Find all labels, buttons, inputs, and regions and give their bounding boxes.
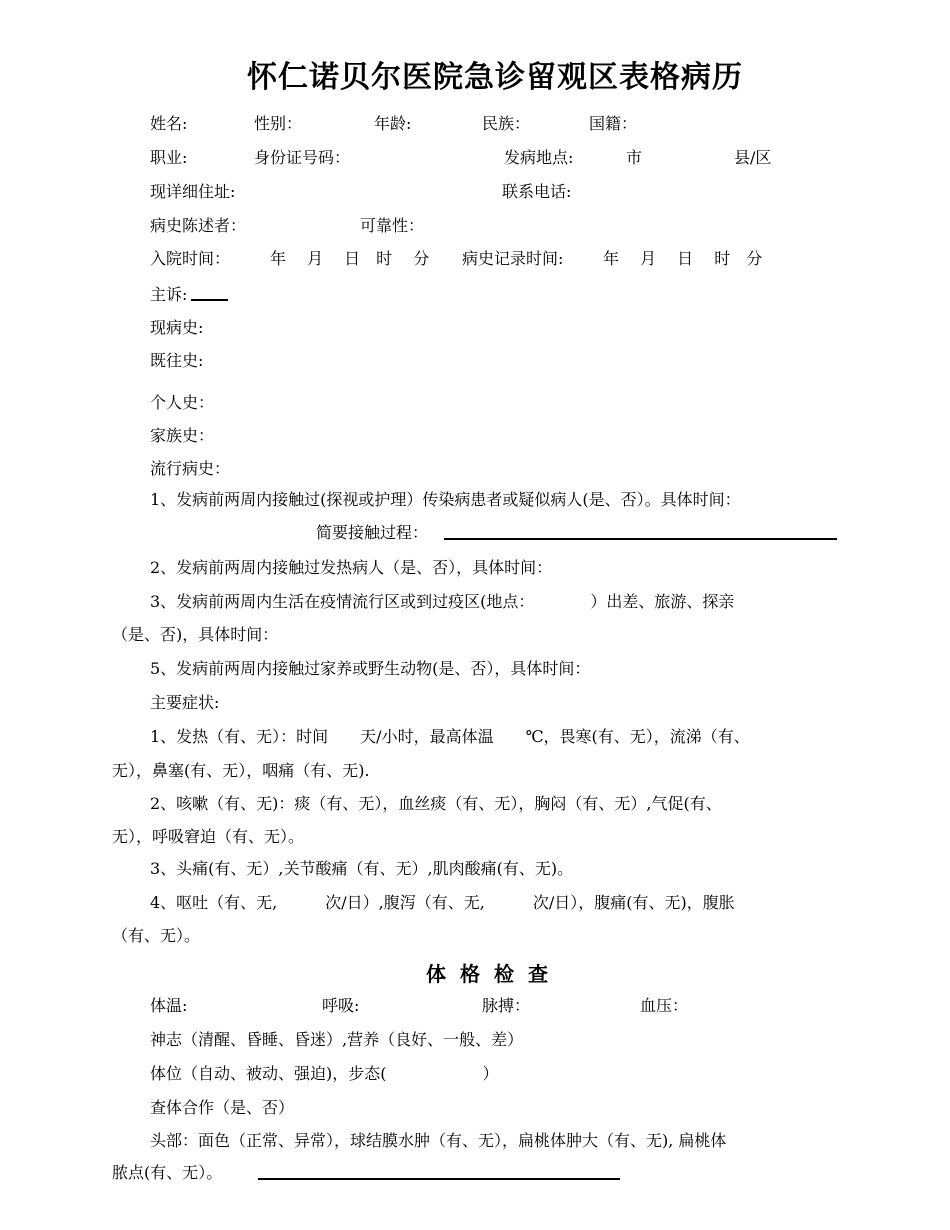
symptom-vomiting-continued: （有、无）。 <box>112 926 201 945</box>
phone-label: 联系电话: <box>502 182 572 201</box>
age-label: 年龄: <box>374 114 412 133</box>
consciousness-nutrition: 神志（清醒、昏睡、昏迷）,营养（良好、一般、差） <box>150 1030 524 1049</box>
respiration-label: 呼吸: <box>322 996 360 1015</box>
narrator-label: 病史陈述者： <box>150 216 247 235</box>
symptom-cough: 2、咳嗽（有、无)：痰（有、无），血丝痰（有、无），胸闷（有、无）,气促(有、 <box>150 794 722 813</box>
contact-process-underline <box>444 538 837 540</box>
page-title: 怀仁诺贝尔医院急诊留观区表格病历 <box>247 60 743 95</box>
past-history-label: 既往史: <box>150 351 204 370</box>
present-illness-label: 现病史: <box>150 318 204 337</box>
symptom-fever-continued: 无），鼻塞(有、无），咽痛（有、无). <box>112 761 370 780</box>
occupation-label: 职业: <box>150 148 188 167</box>
temperature-label: 体温: <box>150 996 188 1015</box>
family-history-label: 家族史： <box>150 426 215 445</box>
record-time-label: 病史记录时间: <box>462 249 564 268</box>
epidemic-question-3: 3、发病前两周内生活在疫情流行区或到过疫区(地点： ）出差、旅游、探亲 <box>150 592 735 611</box>
head-exam: 头部：面色（正常、异常），球结膜水肿（有、无），扁桃体肿大（有、无), 扁桃体 <box>150 1131 727 1150</box>
city-label: 市 <box>626 148 643 167</box>
symptoms-heading: 主要症状: <box>150 693 220 712</box>
gender-label: 性别： <box>254 114 303 133</box>
contact-process-label: 简要接触过程： <box>316 523 429 542</box>
symptom-cough-continued: 无），呼吸窘迫（有、无）。 <box>112 827 305 846</box>
nationality-label: 国籍： <box>589 114 638 133</box>
blood-pressure-label: 血压： <box>640 996 689 1015</box>
head-exam-underline <box>258 1178 620 1180</box>
epidemic-question-3-continued: （是、否)，具体时间： <box>112 625 279 644</box>
physical-exam-heading: 体格检查 <box>426 962 562 986</box>
ethnicity-label: 民族： <box>482 114 531 133</box>
admission-time-units: 年 月 日 时 分 <box>270 249 430 268</box>
symptom-vomiting: 4、呕吐（有、无, 次/日）,腹泻（有、无, 次/日），腹痛(有、无)，腹胀 <box>150 893 735 912</box>
reliability-label: 可靠性： <box>360 216 425 235</box>
record-time-units: 年 月 日 时 分 <box>603 249 763 268</box>
personal-history-label: 个人史： <box>150 393 215 412</box>
epidemic-question-2: 2、发病前两周内接触过发热病人（是、否），具体时间： <box>150 558 553 577</box>
county-label: 县/区 <box>734 148 772 167</box>
chief-complaint-label: 主诉: <box>150 285 188 304</box>
epidemic-question-5: 5、发病前两周内接触过家养或野生动物(是、否），具体时间： <box>150 659 591 678</box>
id-number-label: 身份证号码： <box>254 148 351 167</box>
pulse-label: 脉搏： <box>482 996 531 1015</box>
position-gait: 体位（自动、被动、强迫)，步态( ） <box>150 1064 499 1083</box>
name-label: 姓名: <box>150 114 188 133</box>
epidemic-history-label: 流行病史： <box>150 459 231 478</box>
onset-place-label: 发病地点: <box>504 148 574 167</box>
epidemic-question-1: 1、发病前两周内接触过(探视或护理）传染病患者或疑似病人(是、否）。具体时间： <box>150 490 741 509</box>
head-exam-continued: 脓点(有、无）。 <box>112 1163 223 1182</box>
chief-complaint-underline <box>191 299 228 301</box>
admission-time-label: 入院时间： <box>150 249 231 268</box>
exam-cooperation: 查体合作（是、否） <box>150 1098 295 1117</box>
symptom-headache: 3、头痛(有、无）,关节酸痛（有、无）,肌肉酸痛(有、无)。 <box>150 859 574 878</box>
address-label: 现详细住址: <box>150 182 236 201</box>
symptom-fever: 1、发热（有、无）：时间 天/小时，最高体温 ℃，畏寒(有、无），流涕（有、 <box>150 727 750 746</box>
